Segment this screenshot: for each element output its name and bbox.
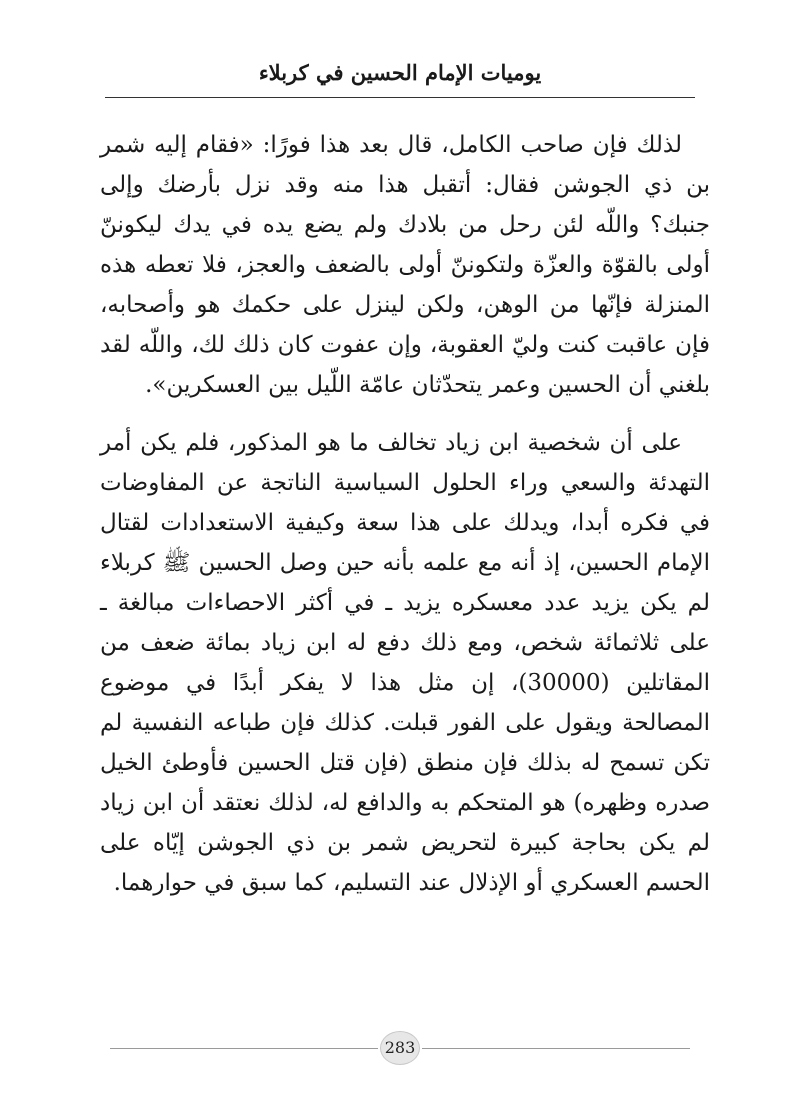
header-divider (105, 97, 695, 98)
paragraph-2: على أن شخصية ابن زياد تخالف ما هو المذكور، فلم يكن أمر التهدئة والسعي وراء الحلول السياسية الناتجة عن المفاوضات في فكره أبدا، ويدلك على هذا سعة وكيفية الاستعدادات لقتال الإمام الحسين، إذ أنه مع علمه بأنه حين وصل الحسين ﷺ كربلاء لم يكن يزيد عدد معسكره يزيد ـ في أكثر الاحصاءات مبالغة ـ على ثلاثمائة شخص، ومع ذلك دفع له ابن زياد بمائة ضعف من المقاتلين (30000)، إن مثل هذا لا يفكر أبدًا في موضوع المصالحة ويقول على الفور قبلت. كذلك فإن طباعه النفسية لم تكن تسمح له بذلك فإن منطق (فإن قتل الحسين فأوطئ الخيل صدره وظهره) هو المتحكم به والدافع له، لذلك نعتقد أن ابن زياد لم يكن بحاجة كبيرة لتحريض شمر بن ذي الجوشن إيّاه على الحسم العسكري أو الإذلال عند التسليم، كما سبق في حوارهما. (100, 430, 710, 896)
page-number: 283 (380, 1031, 420, 1065)
footer-rule-right (422, 1048, 690, 1049)
footer-rule-left (110, 1048, 378, 1049)
page-body (100, 125, 710, 903)
paragraph-1: لذلك فإن صاحب الكامل، قال بعد هذا فورًا: «فقام إليه شمر بن ذي الجوشن فقال: أتقبل هذا منه وقد نزل بأرضك وإلى جنبك؟ واللّه لئن رحل من بلادك ولم يضع يده في يدك ليكوننّ أولى بالقوّة والعزّة ولتكوننّ أولى بالضعف والعجز، فلا تعطه هذه المنزلة فإنّها من الوهن، ولكن لينزل على حكمك هو وأصحابه، فإن عاقبت كنت وليّ العقوبة، وإن عفوت كان ذلك لك، واللّه لقد بلغني أن الحسين وعمر يتحدّثان عامّة اللّيل بين العسكرين». (100, 132, 710, 398)
running-header-title: يوميات الإمام الحسين في كربلاء (258, 60, 542, 85)
